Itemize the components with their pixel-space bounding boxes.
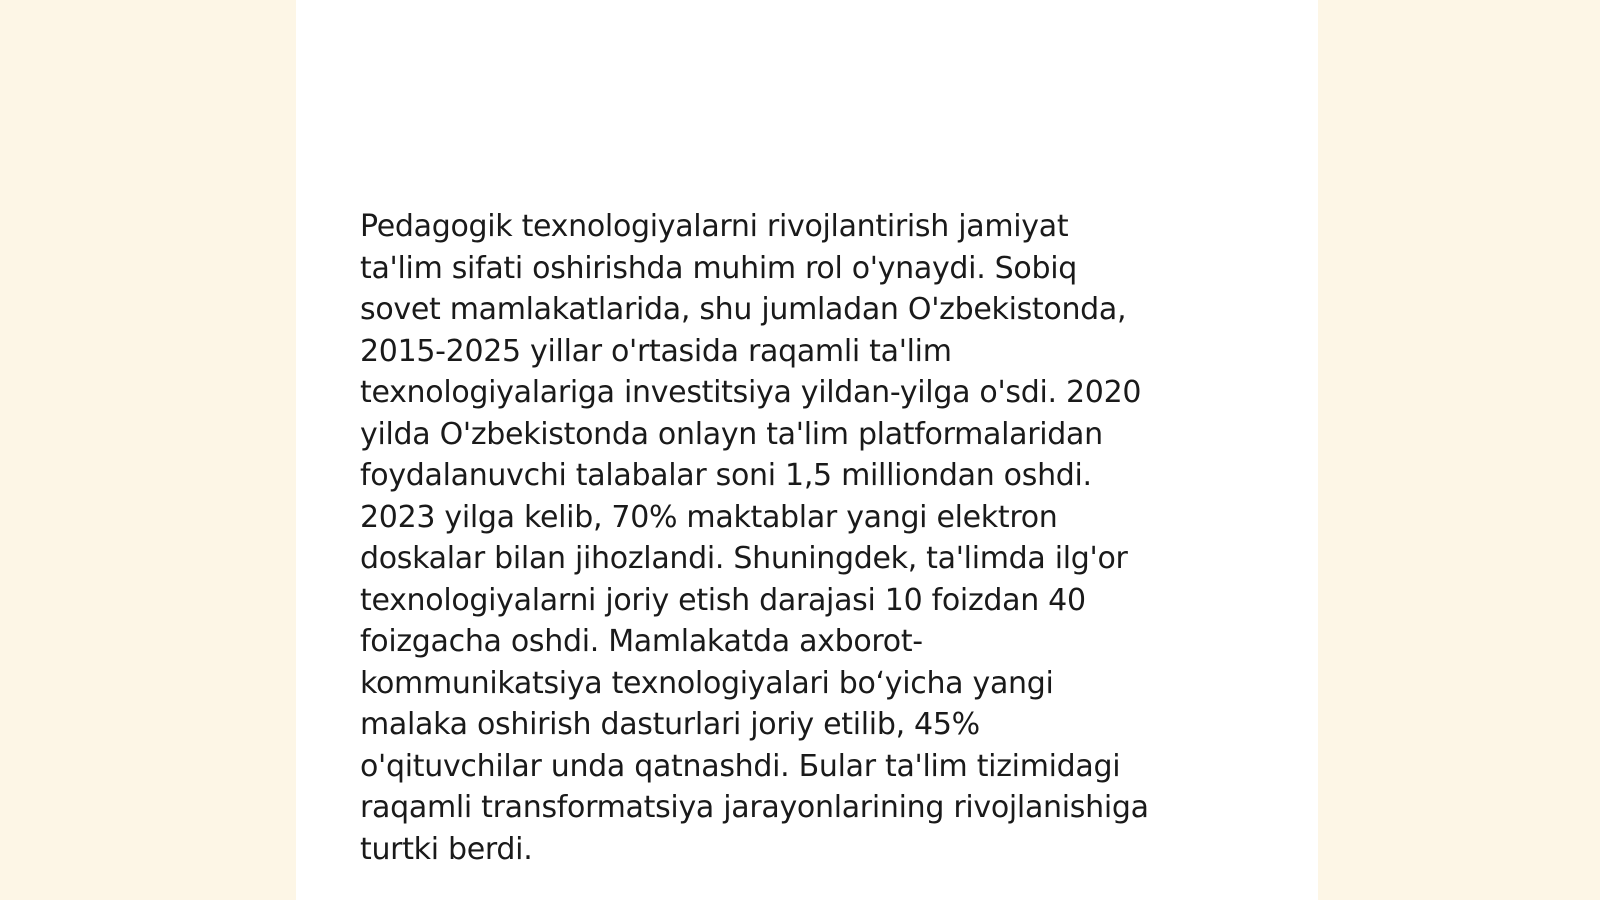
body-paragraph: Pedagogik texnologiyalarni rivojlantirish jamiyat ta'lim sifati oshirishda muhim rol o'ynaydi. Sobiq sovet mamlakatlarida, shu jumladan O'zbekistonda, 2015-2025 yillar o'rtasida raqamli ta'lim texnologiyalariga investitsiya yildan-yilga o'sdi. 2020 yilda O'zbekistonda onlayn ta'lim platformalaridan foydalanuvchi talabalar soni 1,5 milliondan oshdi. 2023 yilga kelib, 70% maktablar yangi elektron doskalar bilan jihozlandi. Shuningdek, ta'limda ilg'or texnologiyalarni joriy etish darajasi 10 foizdan 40 foizgacha oshdi. Mamlakatda axborot- kommunikatsiya texnologiyalari bo‘yicha yangi malaka oshirish dasturlari joriy etilib, 45% o'qituvchilar unda qatnashdi. Бular ta'lim tizimidagi raqamli transformatsiya jarayonlarining rivojlanishiga turtki berdi. (360, 209, 1149, 867)
document-page (296, 0, 1318, 900)
